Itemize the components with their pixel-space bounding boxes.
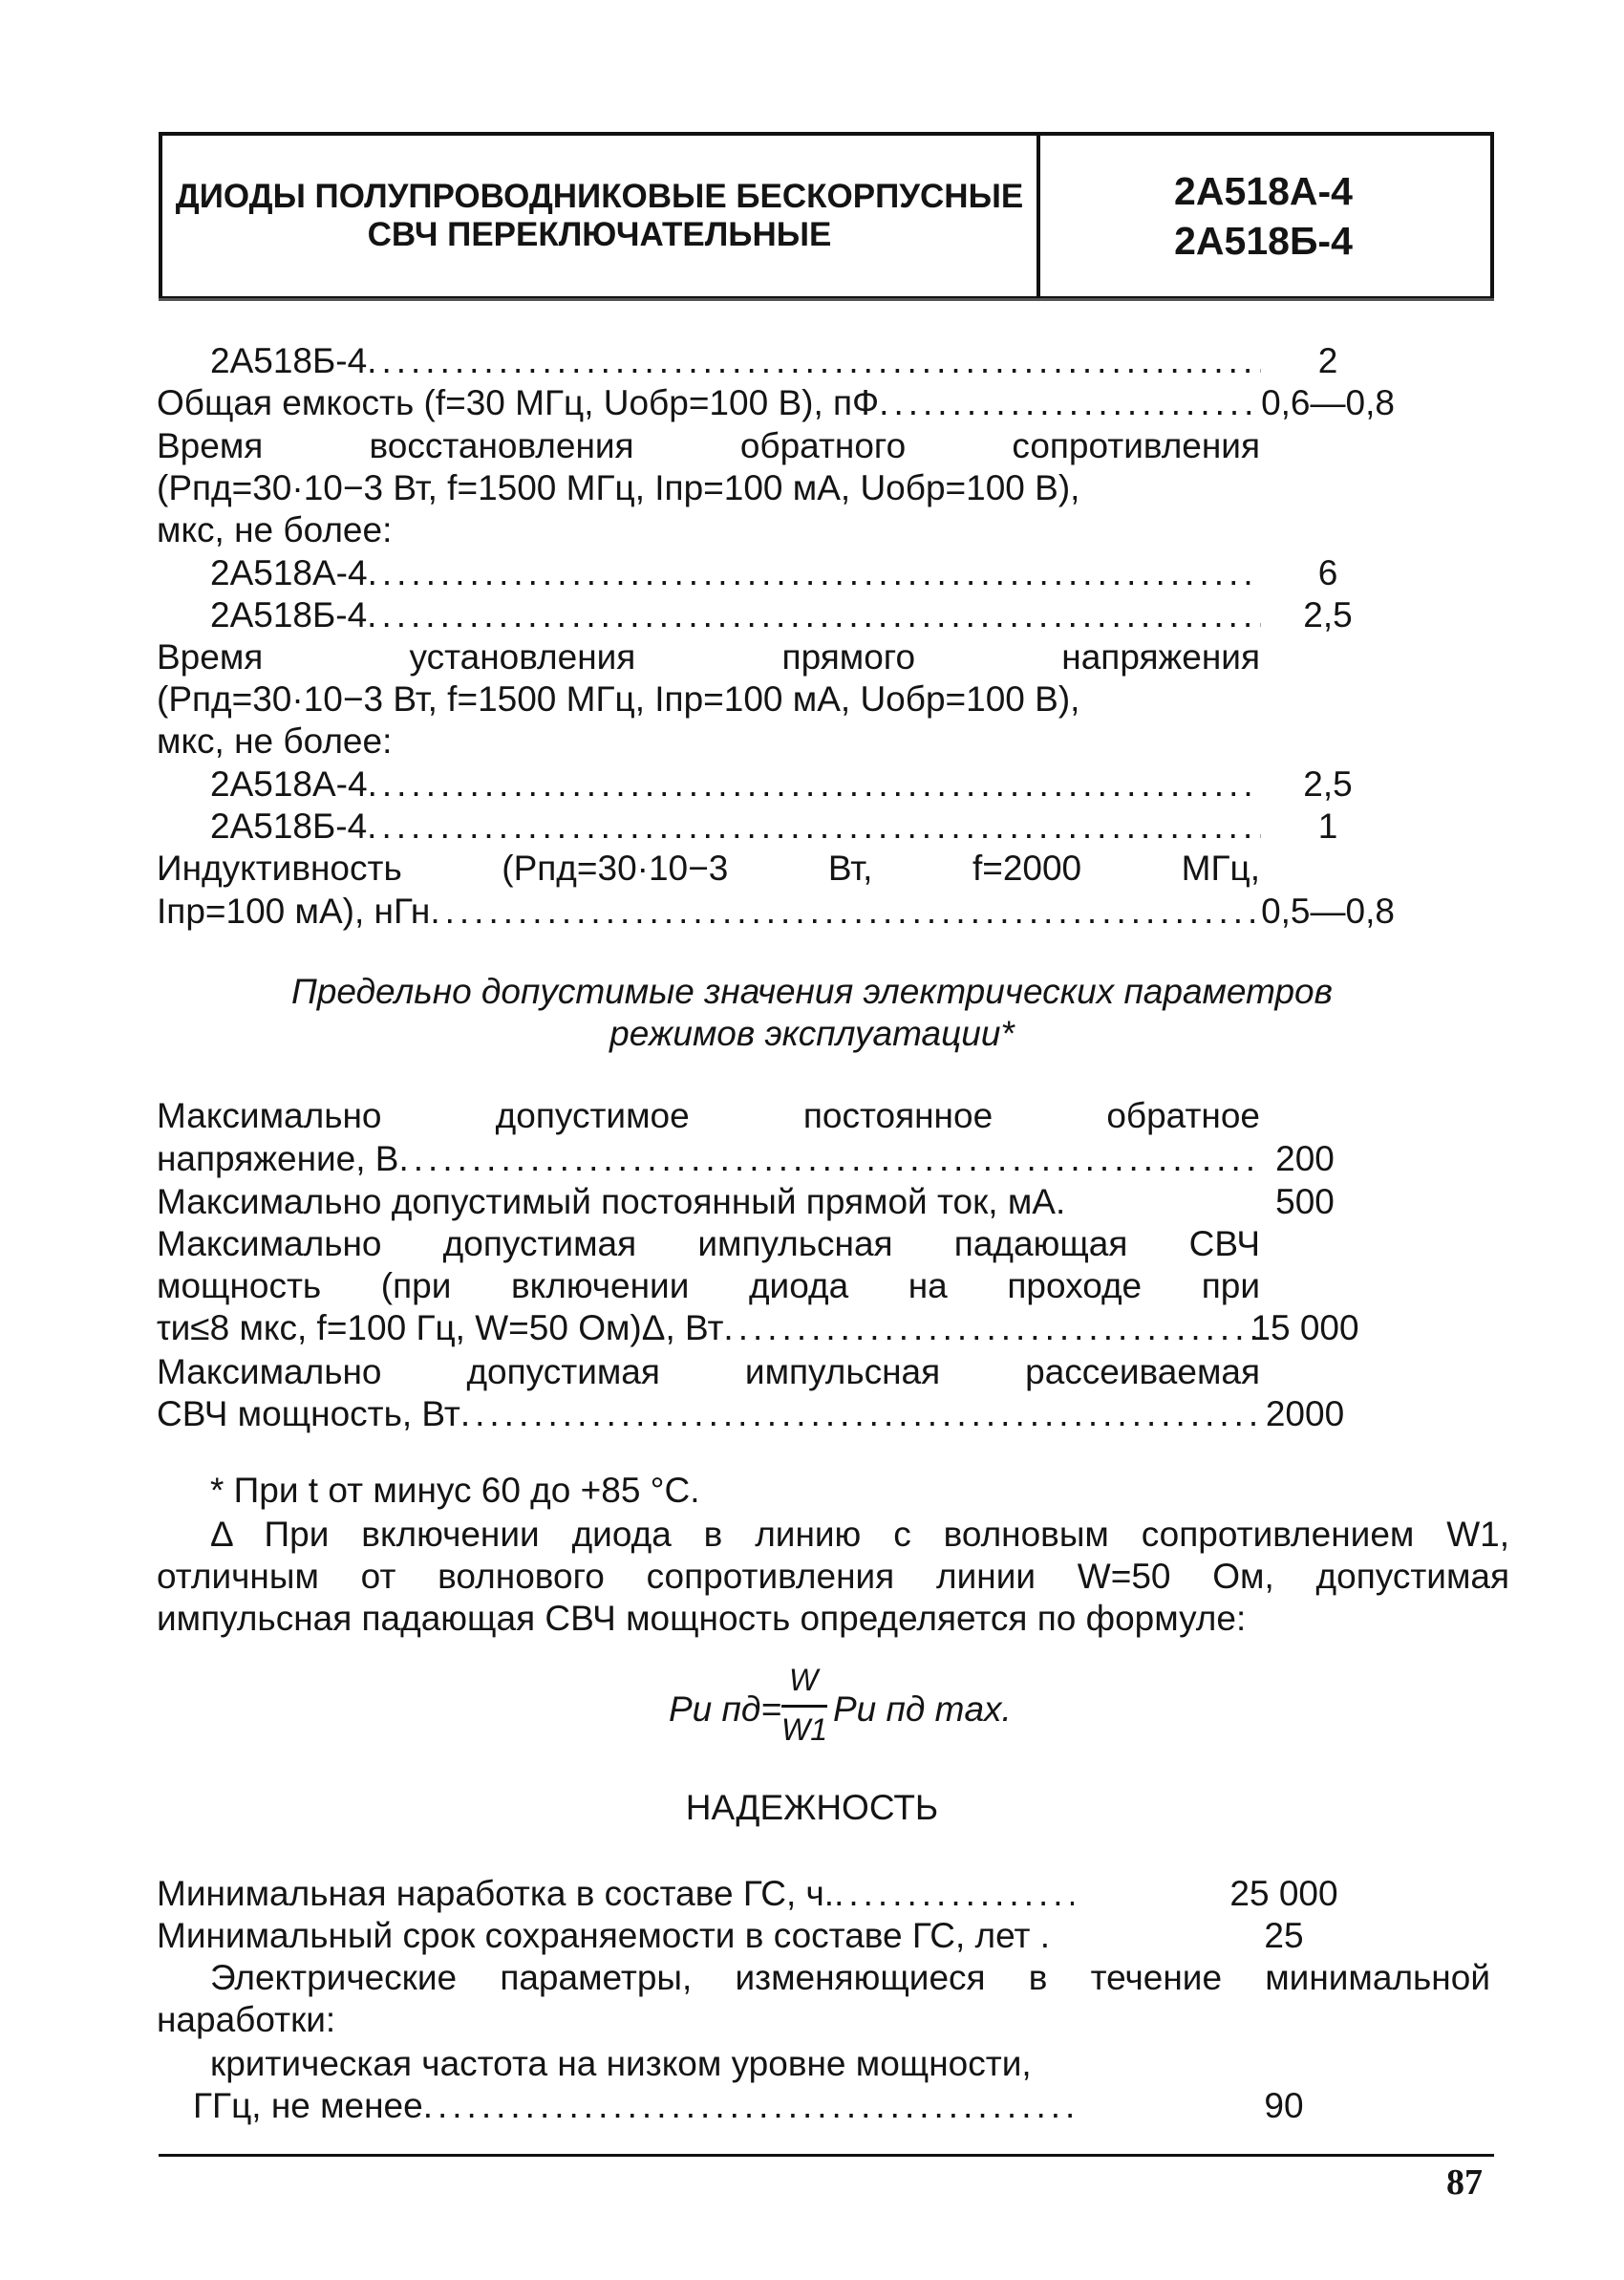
recovery-b-value: 2,5 xyxy=(1303,595,1353,635)
header-box xyxy=(159,132,1494,300)
setup-b-value: 1 xyxy=(1317,807,1338,846)
rev-voltage-value: 200 xyxy=(1275,1139,1335,1178)
pulse-in-line1: Максимально допустимая импульсная падающая СВЧ xyxy=(157,1224,1260,1263)
leader-dots xyxy=(367,340,1261,382)
inductance-label: Iпр=100 мА), нГн xyxy=(157,892,431,931)
pulse-diss-row xyxy=(157,1393,1261,1435)
crit-line1: критическая частота на низком уровне мощности, xyxy=(210,2044,1032,2083)
setup-line3: мкс, не более: xyxy=(157,721,393,761)
recovery-a-label: 2А518А-4 xyxy=(210,553,368,592)
page-number: 87 xyxy=(1446,2162,1483,2203)
recovery-line2: (Pпд=30·10−3 Вт, f=1500 МГц, Iпр=100 мА, Uобр=100 В), xyxy=(157,468,1080,507)
mtbf-row xyxy=(157,1873,1074,1915)
inductance-line1: Индуктивность (Pпд=30·10−3 Вт, f=2000 МГц, xyxy=(157,849,1260,888)
footer-rule xyxy=(159,2154,1494,2157)
formula-fraction-bar xyxy=(781,1705,827,1708)
setup-line2: (Pпд=30·10−3 Вт, f=1500 МГц, Iпр=100 мА, Uобр=100 В), xyxy=(157,679,1080,719)
header-models xyxy=(1036,136,1490,296)
rev-voltage-label: напряжение, В xyxy=(157,1139,399,1178)
formula-denominator: W1 xyxy=(781,1712,827,1747)
storage-label: Минимальный срок сохраняемости в составе ГС, лет . xyxy=(157,1916,1050,1955)
param-label: 2А518Б-4 xyxy=(210,341,368,380)
pulse-in-row xyxy=(157,1307,1261,1349)
setup-line1: Время установления прямого напряжения xyxy=(157,637,1260,677)
formula-numerator: W xyxy=(789,1663,819,1697)
pulse-in-label: τи≤8 мкс, f=100 Гц, W=50 Ом)Δ, Вт xyxy=(157,1308,724,1347)
recovery-line1: Время восстановления обратного сопротивления xyxy=(157,426,1260,465)
fwd-current-label: Максимально допустимый постоянный прямой ток, мА. xyxy=(157,1182,1066,1221)
header-model-a: 2А518А-4 xyxy=(1174,169,1353,213)
capacitance-value: 0,6—0,8 xyxy=(1261,383,1395,422)
leader-dots xyxy=(879,382,1261,424)
pulse-diss-line1: Максимально допустимая импульсная рассеиваемая xyxy=(157,1352,1260,1391)
leader-dots xyxy=(367,594,1261,636)
leader-dots xyxy=(460,1393,1261,1435)
crit-label: ГГц, не менее xyxy=(193,2086,423,2125)
inductance-value: 0,5—0,8 xyxy=(1261,892,1395,931)
leader-dots xyxy=(399,1138,1262,1180)
footnote-delta-line1: Δ При включении диода в линию с волновым сопротивлением W1, xyxy=(210,1515,1509,1554)
limits-caption-line1: Предельно допустимые значения электрических параметров xyxy=(291,972,1333,1011)
recovery-line3: мкс, не более: xyxy=(157,510,393,549)
reliability-heading: НАДЕЖНОСТЬ xyxy=(685,1788,939,1827)
fwd-current-value: 500 xyxy=(1275,1182,1335,1221)
param-row-capacitance xyxy=(157,382,1261,424)
recovery-a-value: 6 xyxy=(1317,553,1338,592)
changing-line1: Электрические параметры, изменяющиеся в течение минимальной xyxy=(210,1958,1490,1997)
rev-voltage-row xyxy=(157,1138,1261,1180)
leader-dots xyxy=(367,806,1261,848)
footnote-delta-line3: импульсная падающая СВЧ мощность определяется по формуле: xyxy=(157,1599,1247,1638)
leader-dots xyxy=(834,1873,1074,1915)
setup-a-value: 2,5 xyxy=(1303,764,1353,804)
setup-row-b xyxy=(210,806,1261,848)
recovery-b-label: 2А518Б-4 xyxy=(210,595,368,635)
param-value: 2 xyxy=(1317,341,1338,380)
crit-value: 90 xyxy=(1264,2086,1304,2125)
setup-row-a xyxy=(210,764,1261,806)
leader-dots xyxy=(423,2085,1072,2127)
pulse-diss-label: СВЧ мощность, Вт xyxy=(157,1394,460,1433)
footnote-star: * При t от минус 60 до +85 °С. xyxy=(210,1471,700,1510)
crit-row xyxy=(193,2085,1072,2127)
setup-b-label: 2А518Б-4 xyxy=(210,807,368,846)
mtbf-value: 25 000 xyxy=(1229,1874,1338,1913)
header-title-line2: СВЧ ПЕРЕКЛЮЧАТЕЛЬНЫЕ xyxy=(367,216,832,253)
pulse-in-line2: мощность (при включении диода на проходе при xyxy=(157,1266,1260,1305)
recovery-row-b xyxy=(210,594,1261,636)
leader-dots xyxy=(723,1307,1261,1349)
param-row-2a518b xyxy=(210,340,1261,382)
recovery-row-a xyxy=(210,552,1261,594)
formula-rhs: Pи пд max. xyxy=(833,1689,1012,1729)
header-title-line1: ДИОДЫ ПОЛУПРОВОДНИКОВЫЕ БЕСКОРПУСНЫЕ xyxy=(175,178,1024,215)
pulse-in-value: 15 000 xyxy=(1250,1308,1359,1347)
setup-a-label: 2А518А-4 xyxy=(210,764,368,804)
rev-voltage-line1: Максимально допустимое постоянное обратное xyxy=(157,1096,1260,1135)
inductance-row xyxy=(157,891,1261,933)
storage-value: 25 xyxy=(1264,1916,1304,1955)
header-title xyxy=(162,136,1040,296)
leader-dots xyxy=(430,891,1261,933)
pulse-diss-value: 2000 xyxy=(1265,1394,1345,1433)
limits-caption-line2: режимов эксплуатации* xyxy=(609,1014,1015,1053)
formula-lhs: Pи пд= xyxy=(669,1689,781,1729)
footnote-delta-line2: отличным от волнового сопротивления линии W=50 Ом, допустимая xyxy=(157,1557,1509,1596)
mtbf-label: Минимальная наработка в составе ГС, ч. xyxy=(157,1874,835,1913)
header-model-b: 2А518Б-4 xyxy=(1174,219,1353,263)
header-shadow xyxy=(159,298,1494,301)
leader-dots xyxy=(368,552,1261,594)
leader-dots xyxy=(368,764,1261,806)
capacitance-label: Общая емкость (f=30 МГц, Uобр=100 В), пФ xyxy=(157,383,880,422)
changing-line2: наработки: xyxy=(157,2000,336,2039)
